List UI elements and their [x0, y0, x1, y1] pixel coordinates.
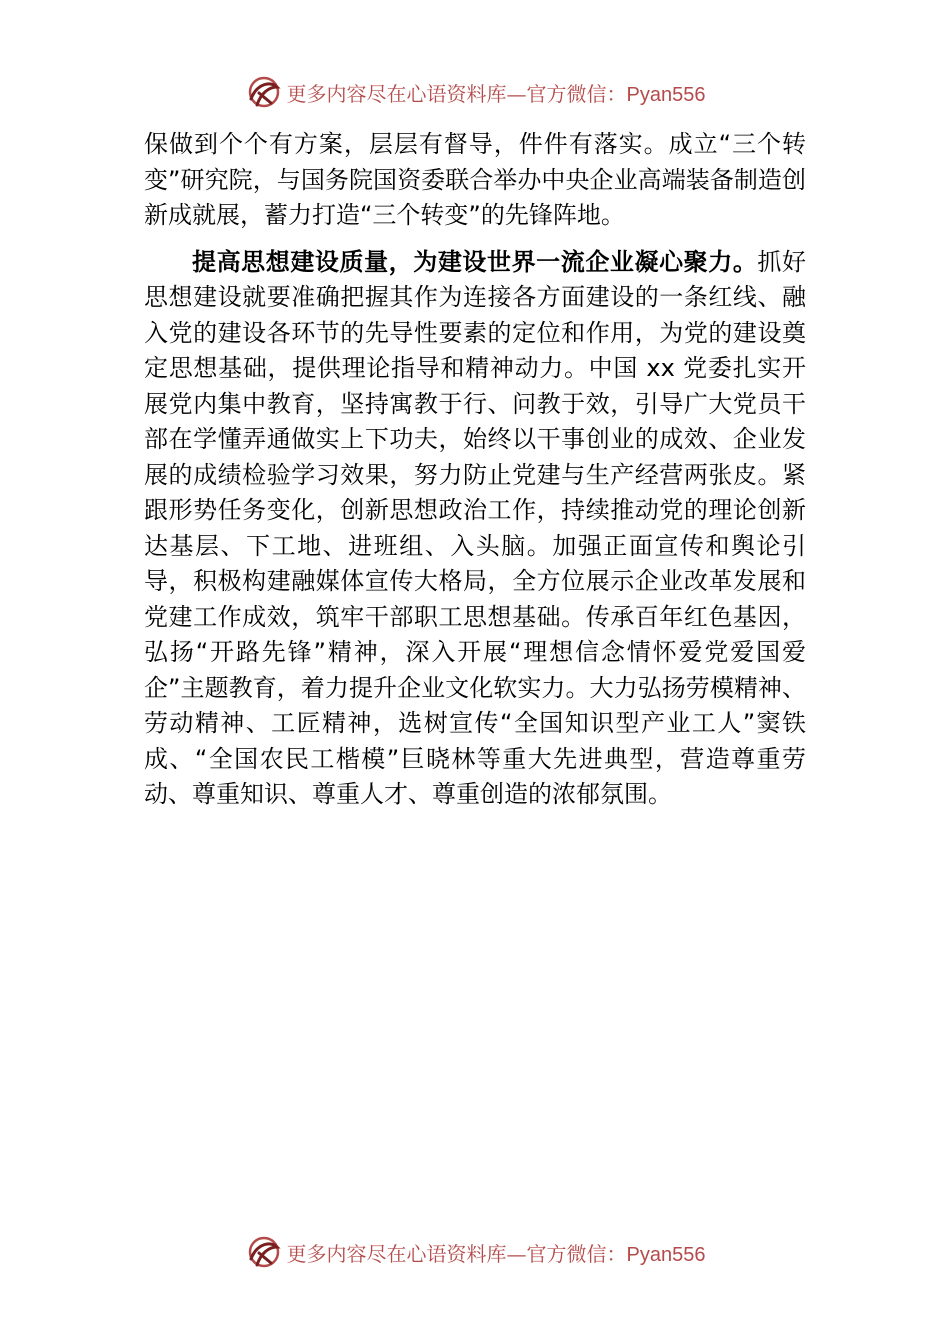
paragraph-1: 保做到个个有方案，层层有督导，件件有落实。成立“三个转变”研究院，与国务院国资委联合举办中央企业高端装备制造创新成就展，蓄力打造“三个转变”的先锋阵地。	[144, 130, 806, 229]
brush-swirl-icon	[245, 73, 283, 111]
paragraph-2-lead: 提高思想建设质量，为建设世界一流企业凝心聚力。	[192, 247, 758, 276]
brush-swirl-icon	[245, 1233, 283, 1271]
document-body	[144, 127, 806, 813]
paragraph-2-body: 抓好思想建设就要准确把握其作为连接各方面建设的一条红线、融入党的建设各环节的先导性要素的定位和作用，为党的建设奠定思想基础，提供理论指导和精神动力。中国 xx 党委扎实开展党内集中教育，坚持寓教于行、问教于效，引导广大党员干部在学懂弄通做实上下功夫，始终以干事创业的成效、企业发展的成绩检验学习效果，努力防止党建与生产经营两张皮。紧跟形势任务变化，创新思想政治工作，持续推动党的理论创新达基层、下工地、进班组、入头脑。加强正面宣传和舆论引导，积极构建融媒体宣传大格局，全方位展示企业改革发展和党建工作成效，筑牢干部职工思想基础。传承百年红色基因，弘扬“开路先锋”精神，深入开展“理想信念情怀爱党爱国爱企”主题教育，着力提升企业文化软实力。大力弘扬劳模精神、劳动精神、工匠精神，选树宣传“全国知识型产业工人”窦铁成、“全国农民工楷模”巨晓林等重大先进典型，营造尊重劳动、尊重知识、尊重人才、尊重创造的浓郁氛围。	[144, 247, 807, 808]
header-wechat-id: Pyan556	[626, 83, 706, 106]
header-banner	[0, 70, 950, 114]
footer-banner-text	[287, 1238, 706, 1267]
footer-banner-label: 更多内容尽在心语资料库—官方微信：	[286, 1241, 627, 1266]
footer-banner	[0, 1230, 950, 1274]
header-banner-label: 更多内容尽在心语资料库—官方微信：	[286, 81, 627, 106]
paragraph-2	[144, 245, 806, 813]
header-banner-text	[287, 78, 706, 107]
footer-wechat-id: Pyan556	[626, 1243, 706, 1266]
